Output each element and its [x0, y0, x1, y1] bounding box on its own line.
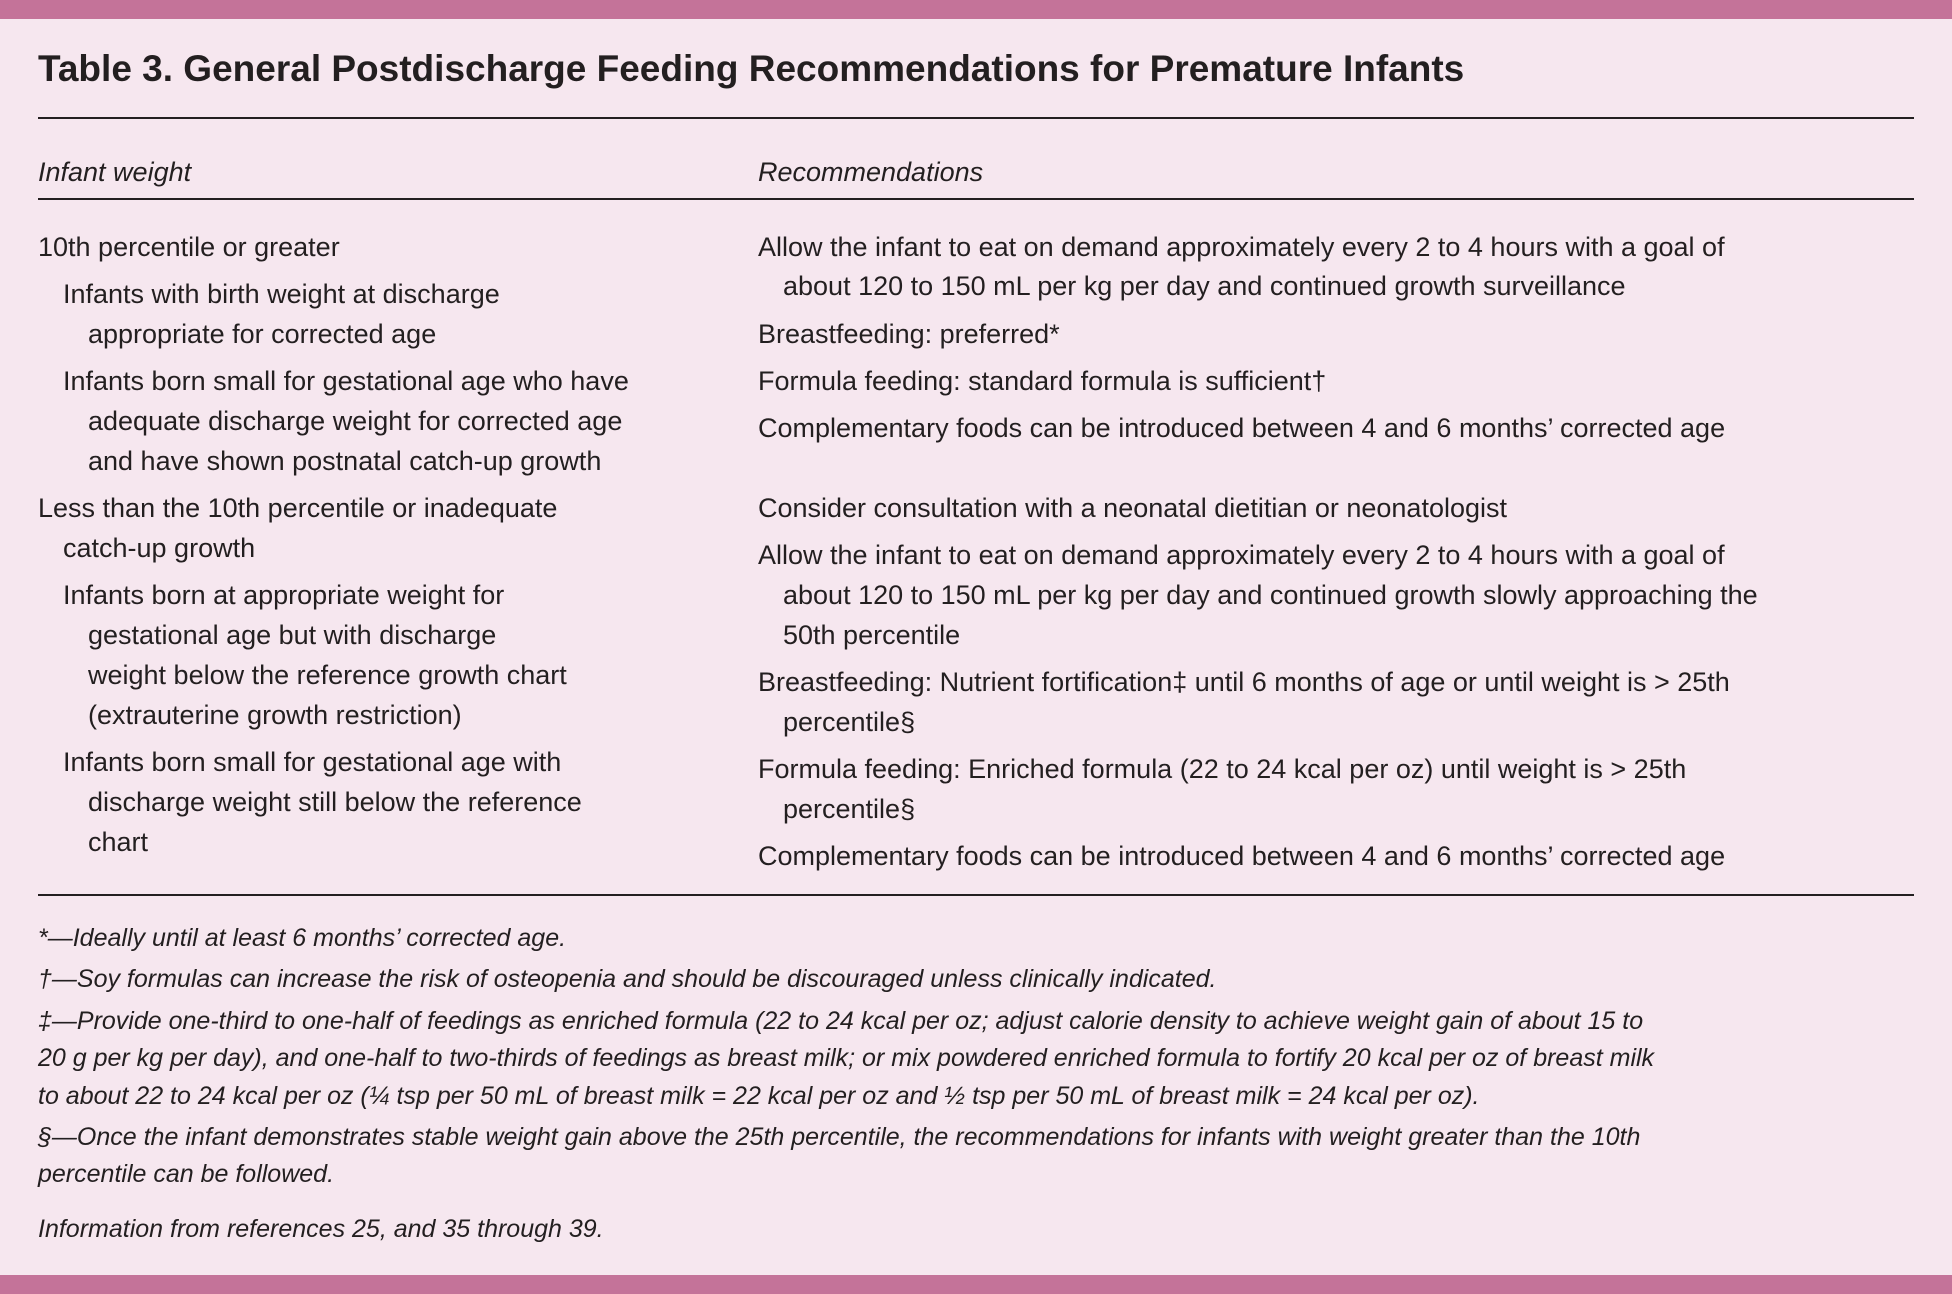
footnote: †—Soy formulas can increase the risk of osteopenia and should be discouraged unless clinically indicated.	[38, 965, 1217, 993]
row-sublabel: chart	[88, 827, 149, 857]
source-note: Information from references 25, and 35 through 39.	[38, 1215, 604, 1243]
row-label: catch-up growth	[63, 533, 256, 563]
recommendation: 50th percentile	[783, 620, 961, 650]
recommendation: about 120 to 150 mL per kg per day and continued growth slowly approaching the	[783, 580, 1758, 610]
header-rule	[38, 198, 1914, 200]
title-rule	[38, 117, 1914, 119]
footnote: *—Ideally until at least 6 months’ corrected age.	[38, 924, 567, 952]
table-title: Table 3. General Postdischarge Feeding Recommendations for Premature Infants	[38, 48, 1465, 89]
recommendation: Breastfeeding: preferred*	[758, 319, 1060, 349]
recommendation: Allow the infant to eat on demand approximately every 2 to 4 hours with a goal of	[758, 540, 1725, 570]
row-sublabel: gestational age but with discharge	[88, 620, 497, 650]
recommendation: percentile§	[783, 707, 916, 737]
recommendation: Formula feeding: Enriched formula (22 to 24 kcal per oz) until weight is > 25th	[758, 754, 1687, 784]
header-infant-weight: Infant weight	[38, 157, 192, 187]
row-sublabel: (extrauterine growth restriction)	[88, 700, 462, 730]
row-sublabel: Infants born small for gestational age with	[63, 747, 562, 777]
row-label: Less than the 10th percentile or inadequate	[38, 493, 558, 523]
row-sublabel: discharge weight still below the reference	[88, 787, 582, 817]
row-sublabel: Infants born small for gestational age who have	[63, 366, 629, 396]
table-bottom-rule	[38, 894, 1914, 896]
recommendation: percentile§	[783, 794, 916, 824]
row-sublabel: and have shown postnatal catch-up growth	[88, 446, 602, 476]
row-sublabel: Infants with birth weight at discharge	[63, 279, 500, 309]
row-sublabel: Infants born at appropriate weight for	[63, 580, 505, 610]
row-sublabel: appropriate for corrected age	[88, 319, 437, 349]
recommendation: Allow the infant to eat on demand approximately every 2 to 4 hours with a goal of	[758, 232, 1725, 262]
header-recommendations: Recommendations	[758, 157, 984, 187]
top-accent-bar	[0, 0, 1952, 19]
row-label: 10th percentile or greater	[38, 232, 340, 262]
footnote: ‡—Provide one-third to one-half of feedings as enriched formula (22 to 24 kcal per oz; adjust calorie density to achieve weight gain of about 15 to	[38, 1007, 1644, 1035]
recommendation: Formula feeding: standard formula is sufficient†	[758, 366, 1327, 396]
recommendation: Complementary foods can be introduced between 4 and 6 months’ corrected age	[758, 413, 1726, 443]
footnote: §—Once the infant demonstrates stable weight gain above the 25th percentile, the recommendations for infants with weight greater than the 10th	[38, 1123, 1641, 1151]
recommendation: about 120 to 150 mL per kg per day and continued growth surveillance	[783, 271, 1626, 301]
recommendation: Breastfeeding: Nutrient fortification‡ until 6 months of age or until weight is > 25th	[758, 667, 1730, 697]
footnote: percentile can be followed.	[38, 1160, 335, 1188]
row-sublabel: adequate discharge weight for corrected age	[88, 406, 623, 436]
bottom-accent-bar	[0, 1275, 1952, 1294]
footnote: 20 g per kg per day), and one-half to two-thirds of feedings as breast milk; or mix powdered enriched formula to fortify 20 kcal per oz of breast milk	[38, 1044, 1655, 1072]
row-sublabel: weight below the reference growth chart	[88, 660, 567, 690]
recommendation: Consider consultation with a neonatal dietitian or neonatologist	[758, 493, 1507, 523]
footnote: to about 22 to 24 kcal per oz (¼ tsp per 50 mL of breast milk = 22 kcal per oz and ½ tsp per 50 mL of breast milk = 24 kcal per oz).	[38, 1082, 1480, 1110]
recommendation: Complementary foods can be introduced between 4 and 6 months’ corrected age	[758, 841, 1726, 871]
